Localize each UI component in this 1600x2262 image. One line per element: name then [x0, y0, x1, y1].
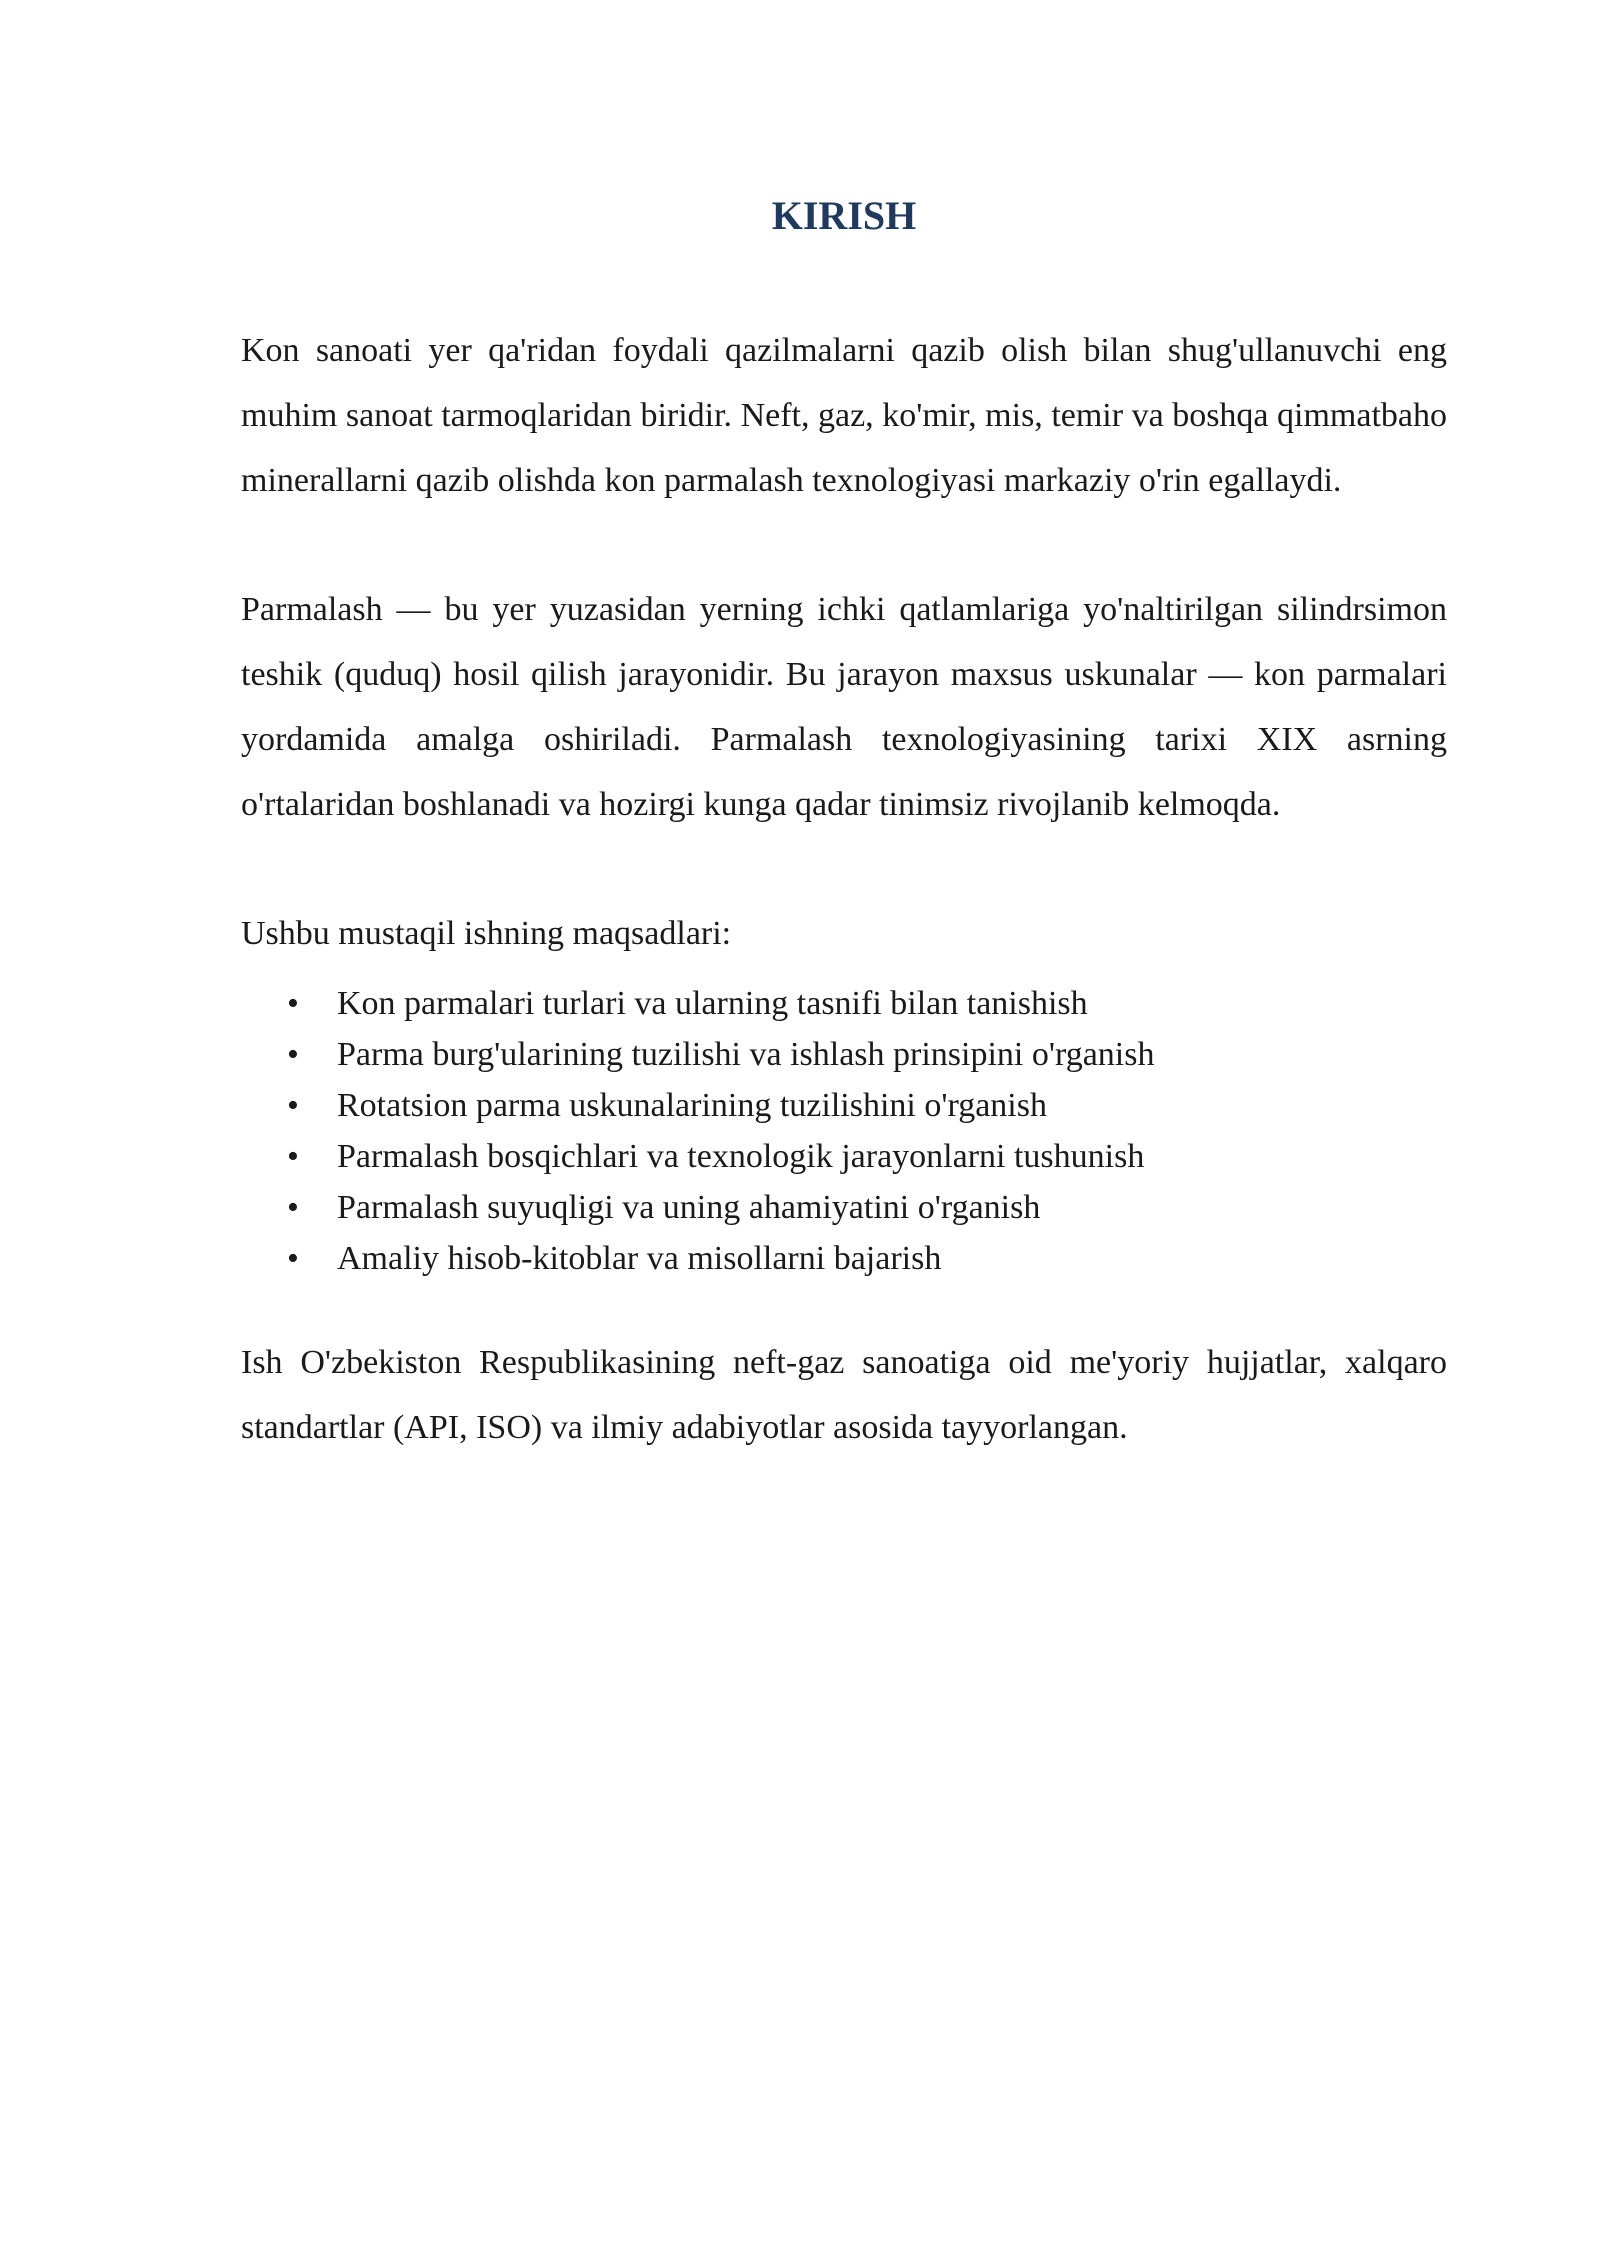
closing-paragraph: Ish O'zbekiston Respublikasining neft-gaz sanoatiga oid me'yoriy hujjatlar, xalqaro standartlar (API, ISO) va ilmiy adabiyotlar asosida tayyorlangan. [241, 1344, 1447, 1446]
bullet-icon: • [287, 1087, 299, 1124]
list-item [241, 1182, 1447, 1233]
list-item [241, 978, 1447, 1029]
list-item-text: Parma burg'ularining tuzilishi va ishlash prinsipini o'rganish [337, 1036, 1155, 1073]
list-item-text: Kon parmalari turlari va ularning tasnifi bilan tanishish [337, 985, 1088, 1022]
list-item [241, 1131, 1447, 1182]
list-item [241, 1029, 1447, 1080]
page-title: KIRISH [771, 193, 917, 238]
list-item-text: Parmalash suyuqligi va uning ahamiyatini o'rganish [337, 1189, 1041, 1226]
list-item-text: Amaliy hisob-kitoblar va misollarni bajarish [337, 1240, 942, 1277]
list-item [241, 1080, 1447, 1131]
list-item-text: Parmalash bosqichlari va texnologik jarayonlarni tushunish [337, 1138, 1145, 1175]
list-item-text: Rotatsion parma uskunalarining tuzilishini o'rganish [337, 1087, 1047, 1124]
bullet-icon: • [287, 985, 299, 1022]
document-body [241, 318, 1447, 1460]
goals-list [241, 978, 1447, 1284]
bullet-icon: • [287, 1138, 299, 1175]
bullet-icon: • [287, 1189, 299, 1226]
intro-paragraph: Kon sanoati yer qa'ridan foydali qazilmalarni qazib olish bilan shug'ullanuvchi eng muhim sanoat tarmoqlaridan biridir. Neft, gaz, ko'mir, mis, temir va boshqa qimmatbaho minerallarni qazib olishda kon parmalash texnologiyasi markaziy o'rin egallaydi. [241, 332, 1447, 499]
bullet-icon: • [287, 1036, 299, 1073]
goals-intro: Ushbu mustaqil ishning maqsadlari: [241, 915, 732, 952]
drilling-definition-paragraph: Parmalash — bu yer yuzasidan yerning ichki qatlamlariga yo'naltirilgan silindrsimon teshik (quduq) hosil qilish jarayonidir. Bu jarayon maxsus uskunalar — kon parmalari yordamida amalga oshiriladi. Parmalash texnologiyasining tarixi XIX asrning o'rtalaridan boshlanadi va hozirgi kunga qadar tinimsiz rivojlanib kelmoqda. [241, 591, 1447, 823]
bullet-icon: • [287, 1240, 299, 1277]
list-item [241, 1233, 1447, 1284]
